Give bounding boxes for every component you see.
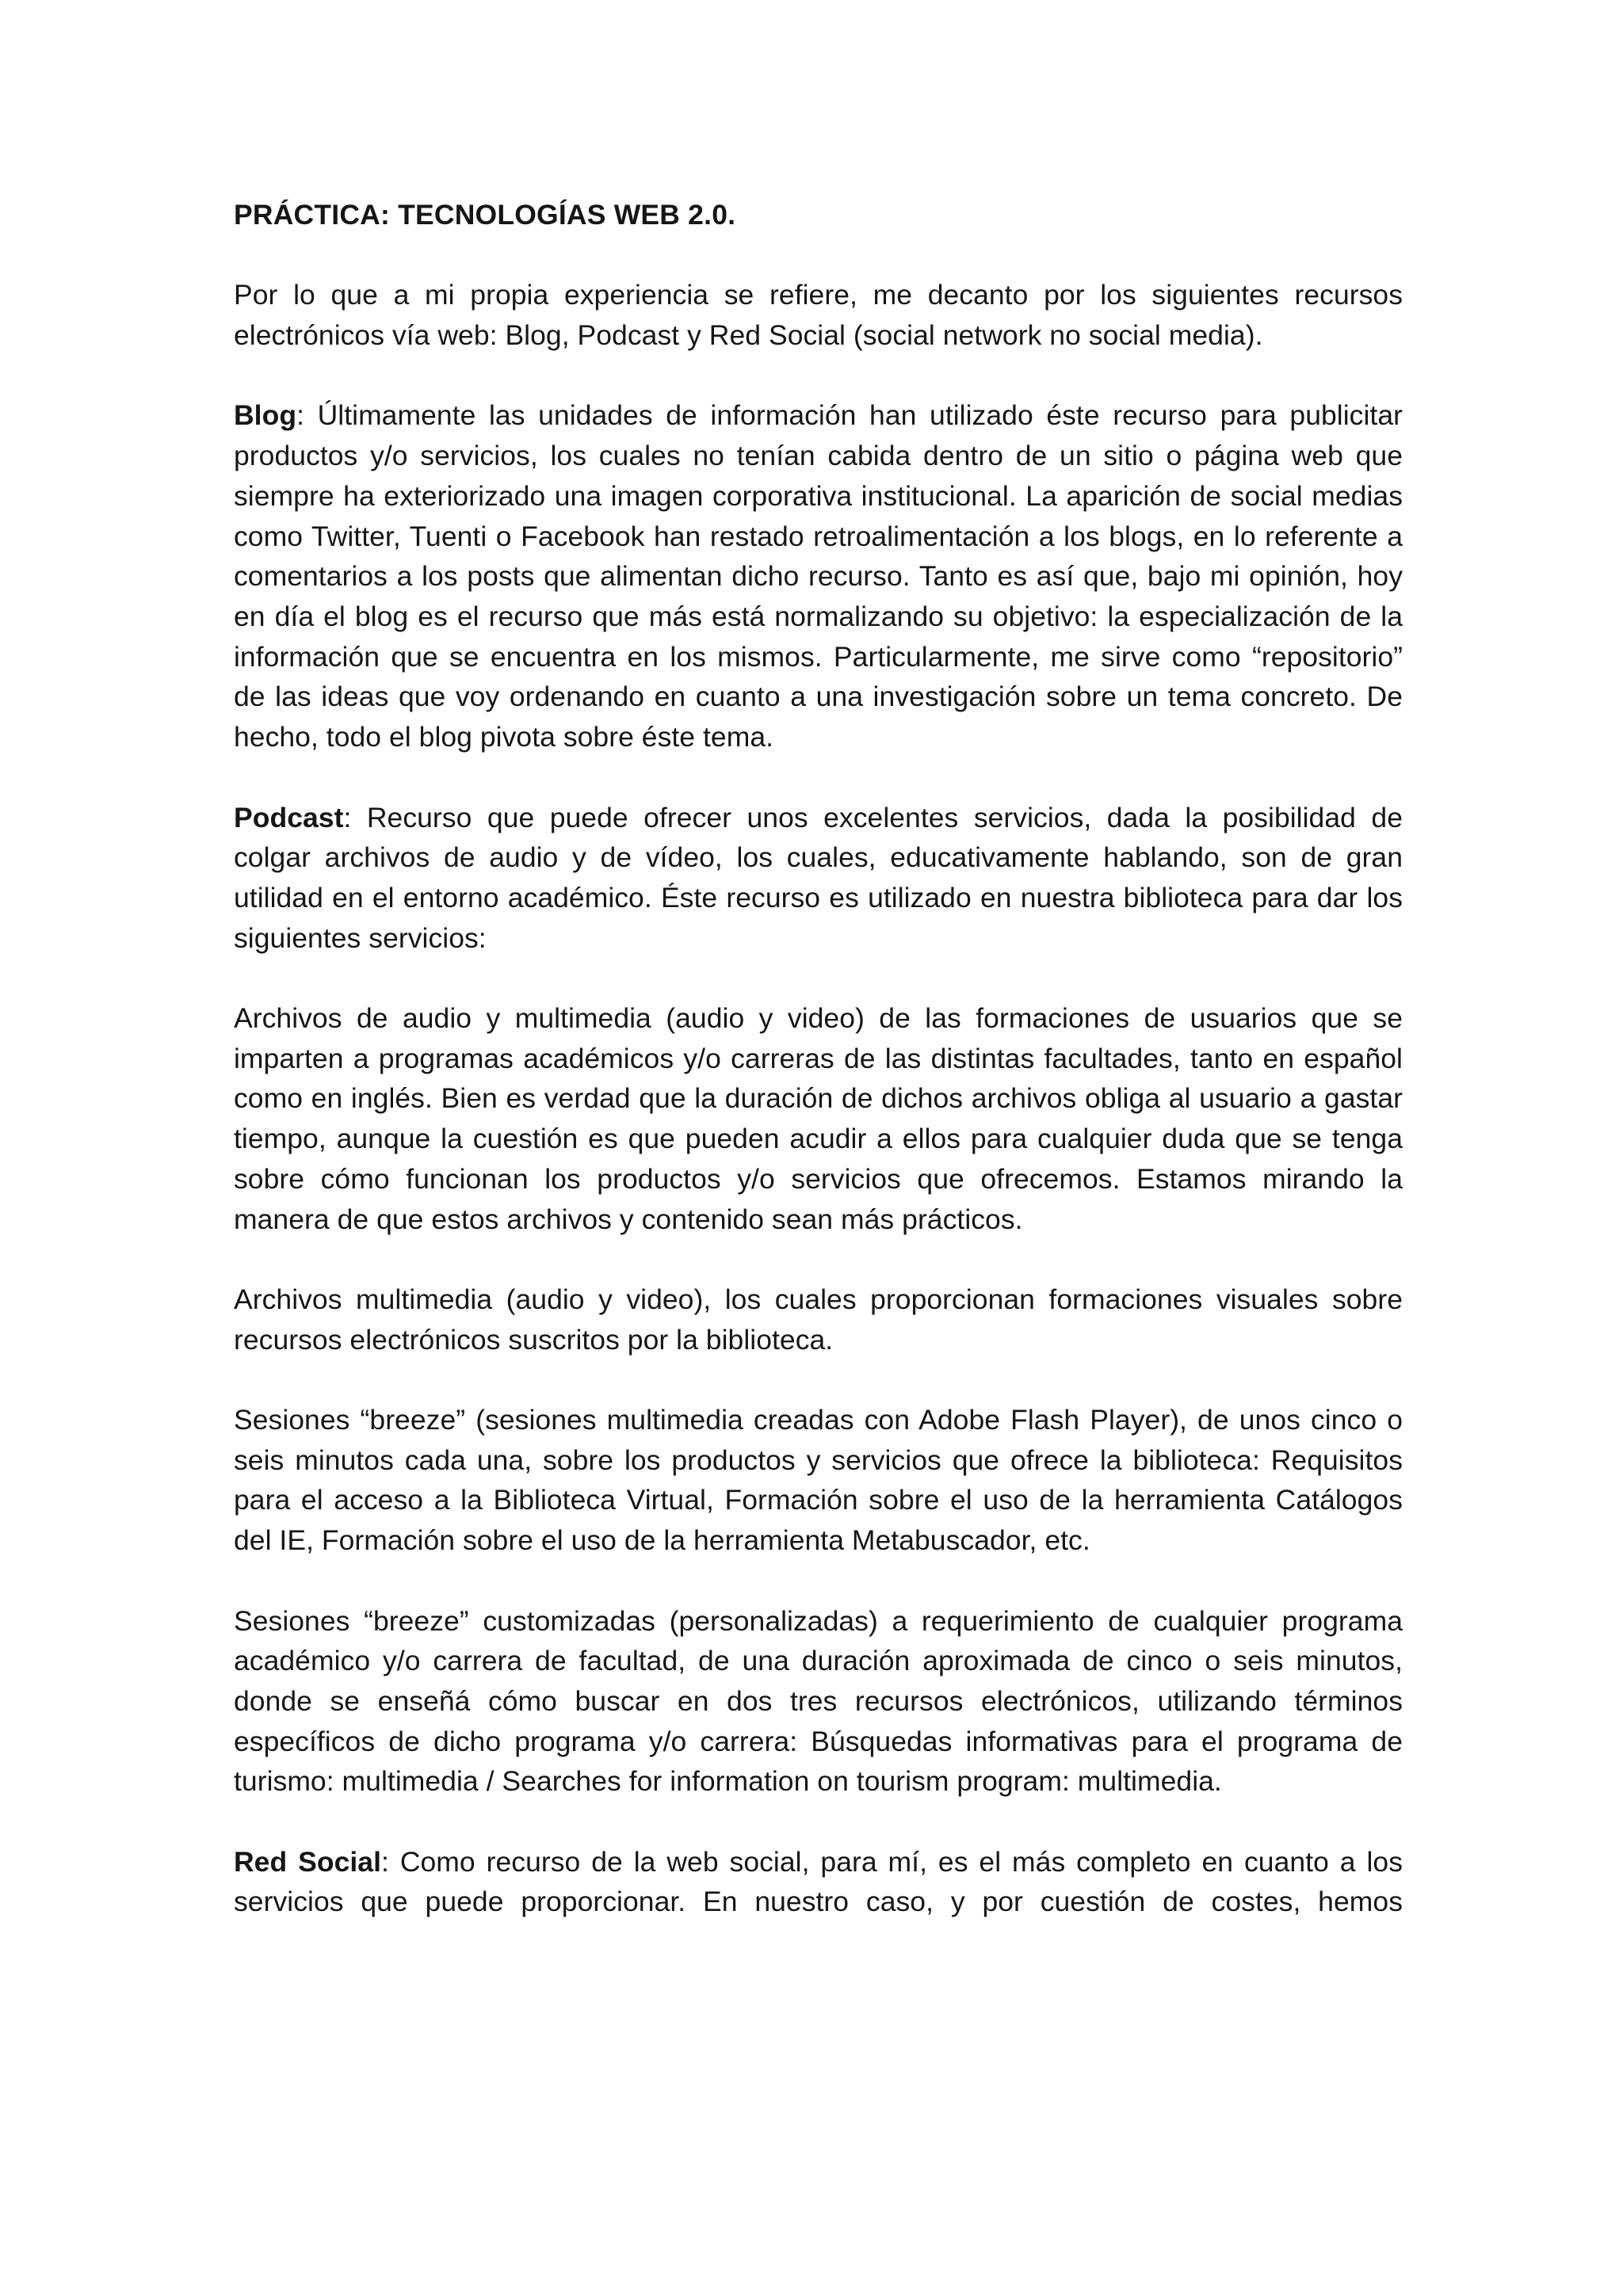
document-page <box>234 195 1403 1922</box>
podcast-item-audio: Archivos de audio y multimedia (audio y video) de las formaciones de usuarios que se imparten a programas académicos y/o carreras de las distintas facultades, tanto en español como en inglés. Bien es verdad que la duración de dichos archivos obliga al usuario a gastar tiempo, aunque la cuestión es que pueden acudir a ellos para cualquier duda que se tenga sobre cómo funcionan los productos y/o servicios que ofrecemos. Estamos mirando la manera de que estos archivos y contenido sean más prácticos. <box>234 1002 1403 1235</box>
intro-paragraph: Por lo que a mi propia experiencia se refiere, me decanto por los siguientes recursos electrónicos vía web: Blog, Podcast y Red Social (social network no social media). <box>234 279 1403 352</box>
podcast-item-breeze: Sesiones “breeze” (sesiones multimedia creadas con Adobe Flash Player), de unos cinco o seis minutos cada una, sobre los productos y servicios que ofrece la biblioteca: Requisitos para el acceso a la Biblioteca Virtual, Formación sobre el uso de la herramienta Catálogos del IE, Formación sobre el uso de la herramienta Metabuscador, etc. <box>234 1404 1403 1557</box>
blog-term: Blog <box>234 399 297 432</box>
podcast-paragraph <box>234 798 1403 959</box>
red-social-term: Red Social <box>234 1845 381 1878</box>
red-social-paragraph <box>234 1842 1403 1922</box>
red-social-text: : Como recurso de la web social, para mí, es el más completo en cuanto a los servicios que puede proporcionar. En nuestro caso, y por cuestión de costes, hemos <box>234 1845 1403 1918</box>
blog-text: : Últimamente las unidades de información han utilizado éste recurso para publicitar productos y/o servicios, los cuales no tenían cabida dentro de un sitio o página web que siempre ha exteriorizado una imagen corporativa institucional. La aparición de social medias como Twitter, Tuenti o Facebook han restado retroalimentación a los blogs, en lo referente a comentarios a los posts que alimentan dicho recurso. Tanto es así que, bajo mi opinión, hoy en día el blog es el recurso que más está normalizando su objetivo: la especialización de la información que se encuentra en los mismos. Particularmente, me sirve como “repositorio” de las ideas que voy ordenando en cuanto a una investigación sobre un tema concreto. De hecho, todo el blog pivota sobre éste tema. <box>234 399 1403 753</box>
blog-paragraph <box>234 395 1403 757</box>
podcast-item-breeze-custom: Sesiones “breeze” customizadas (personalizadas) a requerimiento de cualquier programa académico y/o carrera de facultad, de una duración aproximada de cinco o seis minutos, donde se enseñá cómo buscar en dos tres recursos electrónicos, utilizando términos específicos de dicho programa y/o carrera: Búsquedas informativas para el programa de turismo: multimedia / Searches for information on tourism program: multimedia. <box>234 1604 1403 1798</box>
podcast-term: Podcast <box>234 801 344 833</box>
podcast-text: : Recurso que puede ofrecer unos excelentes servicios, dada la posibilidad de colgar archivos de audio y de vídeo, los cuales, educativamente hablando, son de gran utilidad en el entorno académico. Éste recurso es utilizado en nuestra biblioteca para dar los siguientes servicios: <box>234 801 1403 954</box>
document-title: PRÁCTICA: TECNOLOGÍAS WEB 2.0. <box>234 199 736 231</box>
podcast-item-multimedia: Archivos multimedia (audio y video), los cuales proporcionan formaciones visuales sobre recursos electrónicos suscritos por la biblioteca. <box>234 1283 1403 1356</box>
